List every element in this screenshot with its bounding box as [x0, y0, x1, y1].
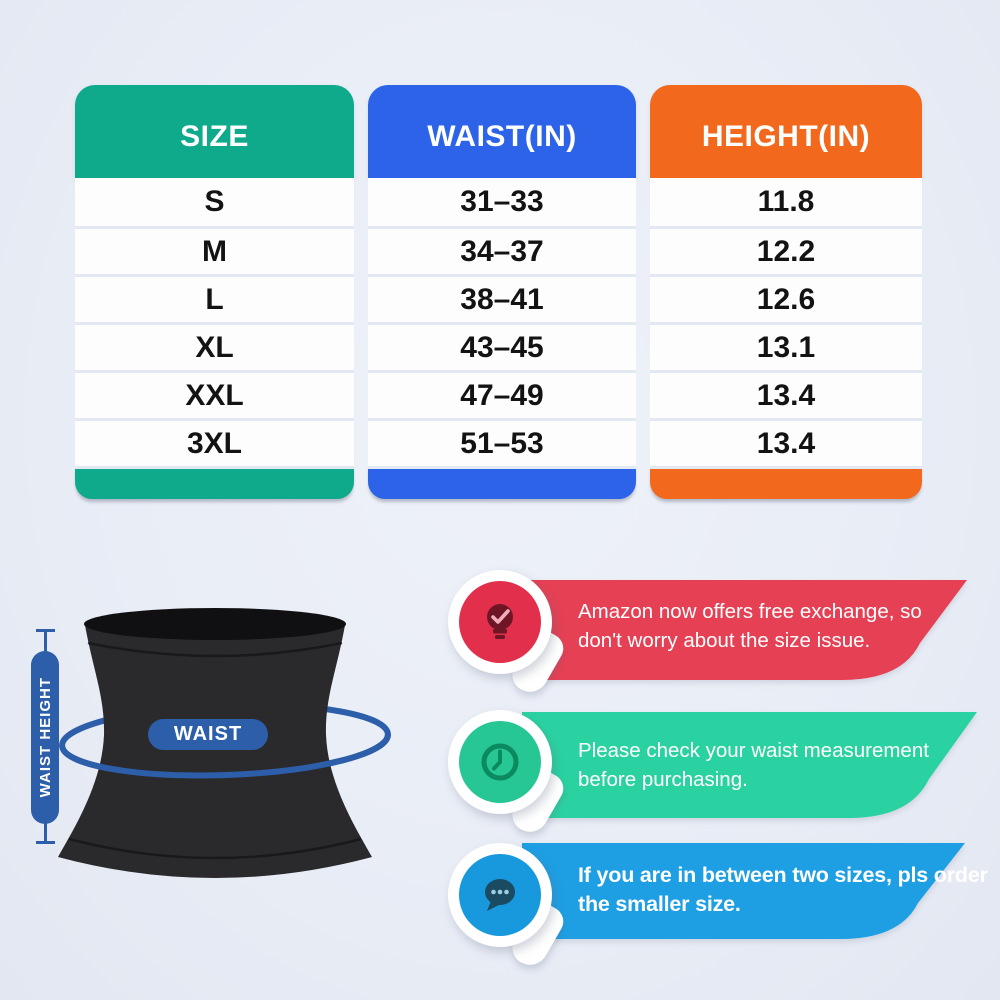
table-cell: L — [75, 274, 354, 322]
table-cell: XL — [75, 322, 354, 370]
table-cell: 12.6 — [650, 274, 922, 322]
tip-line: If you are in between two sizes, pls order — [578, 863, 988, 887]
height-measure-cap-bottom — [36, 841, 55, 844]
table-cell: 34–37 — [368, 226, 636, 274]
tip-icon-free-exchange — [448, 570, 552, 674]
waist-column-footer — [368, 466, 636, 499]
lightbulb-check-icon — [476, 598, 524, 646]
height-column — [650, 85, 922, 499]
table-cell: S — [75, 178, 354, 226]
table-cell: 51–53 — [368, 418, 636, 466]
tip-icon-check-measurement — [448, 710, 552, 814]
table-cell: 47–49 — [368, 370, 636, 418]
tip-icon-smaller-size — [448, 843, 552, 947]
clock-icon — [476, 738, 524, 786]
tip-line: Amazon now offers free exchange, so — [578, 600, 922, 623]
tip-line: before purchasing. — [578, 768, 748, 791]
height-column-body — [650, 178, 922, 466]
tip-line: Please check your waist measurement — [578, 739, 929, 762]
table-cell: 11.8 — [650, 178, 922, 226]
table-cell: 13.4 — [650, 370, 922, 418]
size-column-header: SIZE — [75, 85, 354, 178]
tip-line: don't worry about the size issue. — [578, 629, 871, 652]
waist-column — [368, 85, 636, 499]
table-cell: 12.2 — [650, 226, 922, 274]
tip-line: the smaller size. — [578, 892, 741, 916]
table-cell: 3XL — [75, 418, 354, 466]
table-cell: 43–45 — [368, 322, 636, 370]
size-column — [75, 85, 354, 499]
size-column-footer — [75, 466, 354, 499]
height-measure-cap-top — [36, 629, 55, 632]
waist-height-label: WAIST HEIGHT — [36, 677, 54, 798]
waist-label-pill: WAIST — [148, 719, 268, 750]
table-cell: 13.1 — [650, 322, 922, 370]
waist-height-pill — [31, 651, 59, 824]
chat-dots-icon — [476, 871, 524, 919]
waist-trainer-illustration — [25, 585, 445, 915]
waist-column-header: WAIST(IN) — [368, 85, 636, 178]
tip-text-check-measurement — [578, 736, 929, 794]
waist-column-body — [368, 178, 636, 466]
height-column-footer — [650, 466, 922, 499]
size-column-body — [75, 178, 354, 466]
table-cell: M — [75, 226, 354, 274]
size-table — [75, 85, 922, 499]
tip-text-smaller-size — [578, 861, 988, 919]
table-cell: 31–33 — [368, 178, 636, 226]
table-cell: XXL — [75, 370, 354, 418]
height-column-header: HEIGHT(IN) — [650, 85, 922, 178]
table-cell: 13.4 — [650, 418, 922, 466]
tip-text-free-exchange — [578, 597, 922, 655]
table-cell: 38–41 — [368, 274, 636, 322]
